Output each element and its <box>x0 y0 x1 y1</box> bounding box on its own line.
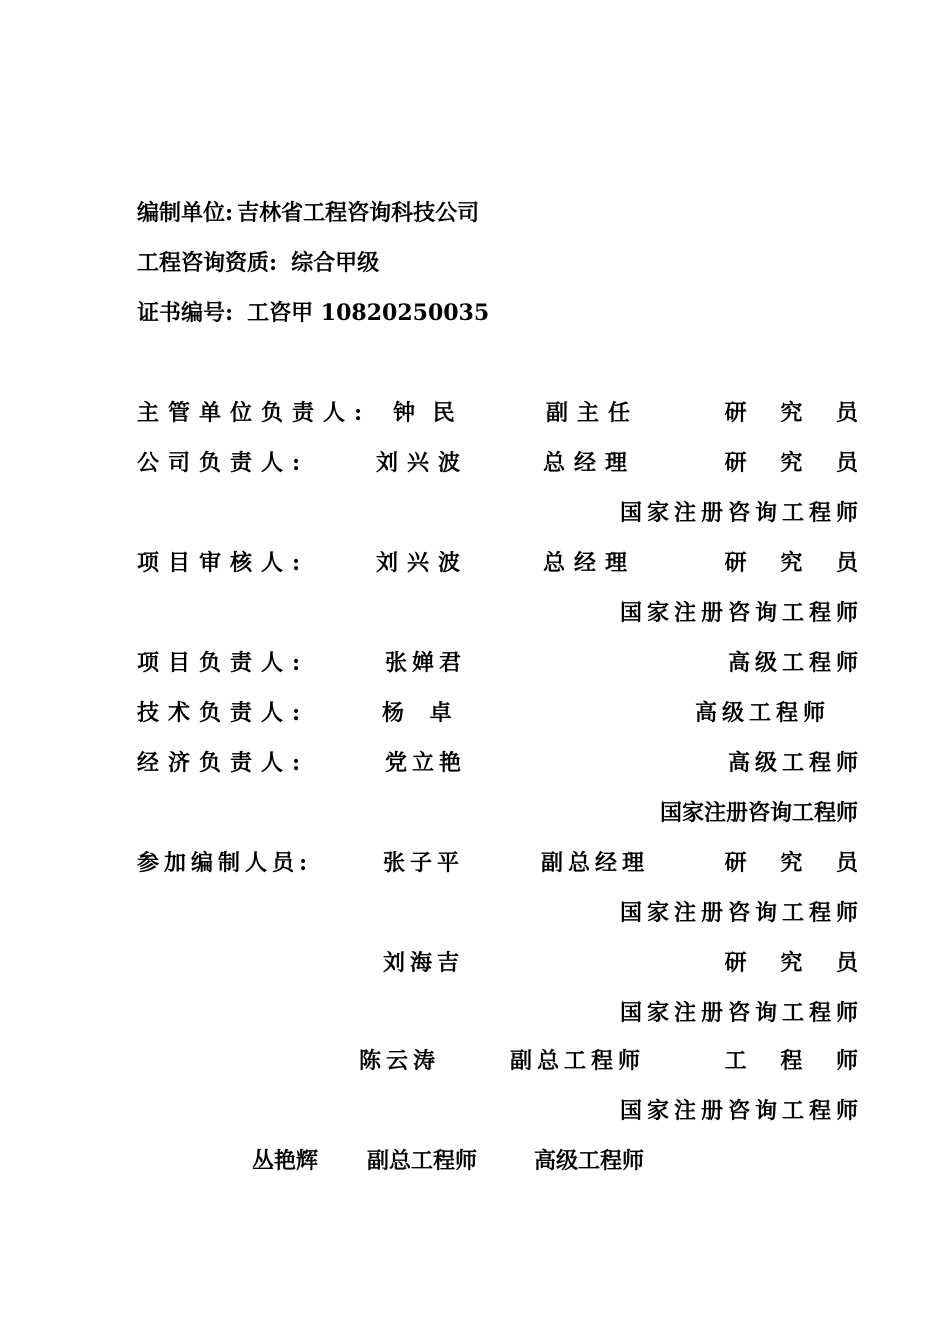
person-title: 高级工程师 <box>534 1148 645 1174</box>
role-tech: 技术负责人: <box>137 700 310 726</box>
certificate-value: 工咨甲 10820250035 <box>247 300 490 326</box>
role-project: 项目负责人: <box>137 650 310 676</box>
person-cert: 国家注册咨询工程师 <box>619 1098 863 1124</box>
person-cert: 国家注册咨询工程师 <box>619 1000 863 1026</box>
person-title: 研 究 员 <box>724 850 871 876</box>
person-name: 张子平 <box>383 850 465 876</box>
person-name: 杨 卓 <box>382 700 461 726</box>
person-name: 刘海吉 <box>383 950 465 976</box>
compiling-unit-value: 吉林省工程咨询科技公司 <box>237 200 480 226</box>
person-title: 高级工程师 <box>695 700 831 726</box>
role-reviewer: 项目审核人: <box>137 550 310 576</box>
person-title: 研 究 员 <box>724 450 871 476</box>
certificate-line <box>137 298 489 328</box>
person-position: 副总工程师 <box>510 1048 646 1074</box>
person-position: 副总工程师 <box>367 1148 478 1174</box>
person-title: 高级工程师 <box>727 650 863 676</box>
compiling-unit-line <box>137 198 479 228</box>
role-supervisor: 主管单位负责人: <box>137 400 372 426</box>
person-name: 张婵君 <box>385 650 467 676</box>
person-title: 高级工程师 <box>727 750 863 776</box>
qualification-value: 综合甲级 <box>291 250 380 276</box>
role-company: 公司负责人: <box>137 450 310 476</box>
person-title: 研 究 员 <box>724 400 871 426</box>
compiling-unit-label: 编制单位: <box>137 200 234 226</box>
person-name: 刘兴波 <box>376 450 470 476</box>
role-staff: 参加编制人员: <box>137 850 313 876</box>
person-position: 总经理 <box>543 550 637 576</box>
person-cert: 国家注册咨询工程师 <box>619 500 863 526</box>
role-econ: 经济负责人: <box>137 750 310 776</box>
person-title: 研 究 员 <box>724 550 871 576</box>
person-name: 钟 民 <box>393 400 460 426</box>
person-name: 党立艳 <box>385 750 467 776</box>
person-title: 研 究 员 <box>724 950 871 976</box>
person-cert: 国家注册咨询工程师 <box>619 600 863 626</box>
qualification-label: 工程咨询资质: <box>137 250 278 276</box>
person-cert: 国家注册咨询工程师 <box>619 900 863 926</box>
qualification-line <box>137 248 379 278</box>
person-position: 副主任 <box>546 400 640 426</box>
person-position: 总经理 <box>543 450 637 476</box>
person-cert: 国家注册咨询工程师 <box>659 800 858 826</box>
person-name: 丛艳辉 <box>252 1148 319 1174</box>
person-name: 陈云涛 <box>359 1048 441 1074</box>
person-name: 刘兴波 <box>376 550 470 576</box>
person-title: 工 程 师 <box>724 1048 871 1074</box>
person-position: 副总经理 <box>541 850 650 876</box>
certificate-label: 证书编号: <box>137 300 234 326</box>
